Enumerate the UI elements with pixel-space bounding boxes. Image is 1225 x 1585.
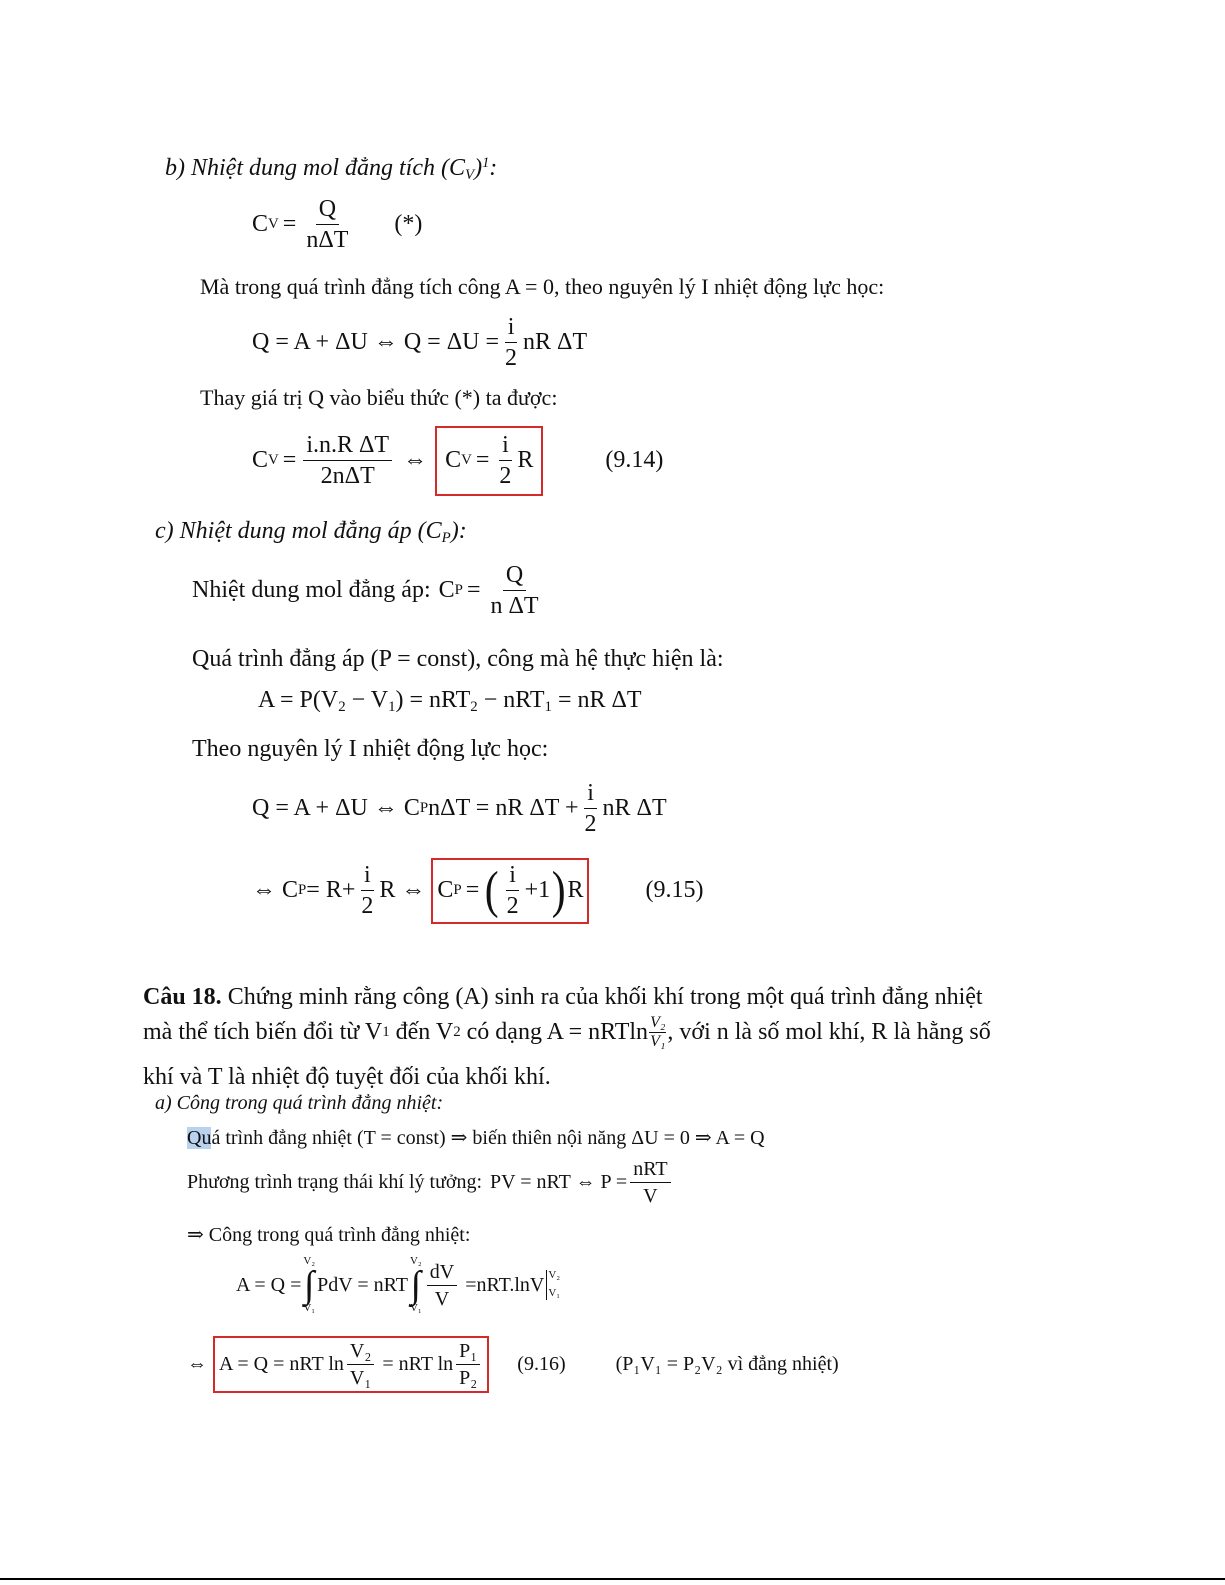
eq-lhs-sub: V (268, 216, 279, 233)
fraction (502, 314, 520, 372)
equation-ideal-gas (187, 1158, 674, 1207)
eq-lhs-sub: V (268, 452, 279, 469)
denominator: P₂ (459, 1367, 478, 1389)
boxed-result-work (213, 1336, 489, 1393)
lower-limit: V₁ (303, 1302, 316, 1315)
boxed-result-cp (431, 858, 589, 924)
box-lhs-sub: P (453, 882, 462, 899)
numerator: i (505, 314, 518, 343)
numerator: i (584, 780, 597, 809)
equation-9-16 (187, 1336, 839, 1393)
box-lhs: C (445, 447, 462, 474)
heading-sup: 1 (482, 155, 490, 172)
eq-right: nR ΔT (523, 329, 588, 356)
eq-part: =nRT.lnV (460, 1273, 545, 1296)
fraction (582, 780, 600, 838)
line-text: Phương trình trạng thái khí lý tưởng: (187, 1171, 483, 1193)
fraction (303, 196, 351, 254)
question-line-2 (143, 1014, 991, 1050)
denominator: V₁ (650, 1032, 666, 1050)
eq-part: A = P(V (258, 687, 339, 713)
denominator: 2 (584, 811, 597, 838)
numerator: i (506, 862, 519, 891)
box-part: = nRT ln (377, 1353, 454, 1375)
denominator: 2 (505, 345, 518, 372)
eq-lhs-sub: P (454, 582, 463, 599)
equation-work-isobaric (258, 687, 642, 716)
section-c-heading (155, 518, 467, 547)
question-text: mà thể tích biến đổi từ V (143, 1018, 383, 1045)
question-sub: 2 (453, 1023, 461, 1040)
eq-part: PV = nRT ⇔ P = (490, 1171, 628, 1193)
fraction (504, 862, 522, 920)
box-r: R (567, 877, 584, 904)
numerator: P₁ (456, 1340, 480, 1365)
heading-tail: ): (450, 518, 467, 544)
numerator: i.n.R ΔT (303, 432, 392, 461)
question-line-1 (143, 984, 983, 1011)
fraction (487, 562, 541, 620)
iff-symbol: ⇔ (403, 447, 428, 474)
eq-part: R ⇔ (379, 877, 426, 904)
upper-limit: V₂ (548, 1269, 561, 1282)
eq-lhs: C (252, 211, 269, 238)
question-text: Chứng minh rằng công (A) sinh ra của khối khí trong một quá trình đẳng nhiệt (221, 984, 983, 1010)
plus-one: +1 (524, 877, 551, 904)
eq-part: ) = nRT (395, 687, 471, 713)
numerator: i (499, 432, 512, 461)
equation-tag: (9.16) (517, 1353, 566, 1375)
denominator: V₁ (349, 1367, 372, 1389)
eq-sub: 2 (470, 699, 478, 716)
fraction (630, 1158, 670, 1207)
numerator: Q (503, 562, 526, 591)
page-bottom-border (0, 1578, 1225, 1580)
eq-part: A = Q = (236, 1273, 302, 1296)
numerator: nRT (630, 1158, 670, 1183)
fraction (496, 432, 514, 490)
denominator: n ΔT (490, 593, 539, 620)
equation-9-15 (252, 858, 703, 924)
upper-limit: V₂ (409, 1255, 422, 1267)
eq-lhs: C (252, 447, 269, 474)
equation-cp-definition (192, 562, 545, 620)
paragraph-isobaric-work: Quá trình đẳng áp (P = const), công mà hệ thực hiện là: (192, 646, 724, 672)
heading-tail: : (489, 155, 498, 181)
paragraph-work-isothermal: ⇒ Công trong quá trình đẳng nhiệt: (187, 1224, 471, 1246)
equation-tag: (9.15) (645, 877, 704, 904)
equation-q-isobaric (252, 780, 667, 838)
fraction (303, 432, 392, 490)
paragraph-isochoric-work: Mà trong quá trình đẳng tích công A = 0, theo nguyên lý I nhiệt động lực học: (200, 274, 885, 299)
iff-symbol: ⇔ (187, 1353, 207, 1375)
equation-cv-definition (252, 196, 422, 254)
equation-integral (236, 1256, 560, 1314)
lower-limit: V₁ (409, 1302, 422, 1315)
eq-sub: 1 (544, 699, 552, 716)
eq-part: PdV = nRT (317, 1273, 408, 1296)
denominator: nΔT (306, 227, 349, 254)
box-equals: = (465, 877, 480, 904)
question-text: , với n là số mol khí, R là hằng số (667, 1018, 991, 1045)
paragraph-substitute: Thay giá trị Q vào biểu thức (*) ta được: (200, 385, 558, 410)
eq-sub: P (298, 882, 307, 899)
highlighted-text: Qu (187, 1127, 212, 1149)
eq-sub: 2 (338, 699, 346, 716)
eq-sub: P (419, 800, 429, 817)
box-equals: = (475, 447, 490, 474)
box-r: R (517, 447, 534, 474)
eq-lhs: C (438, 577, 455, 604)
equation-note: (P₁V₁ = P₂V₂ vì đẳng nhiệt) (615, 1353, 839, 1375)
numerator: V₂ (347, 1340, 374, 1365)
numerator: V₂ (650, 1014, 666, 1031)
lower-limit: V₁ (548, 1287, 561, 1300)
eq-part: nΔT = nR ΔT + (428, 795, 579, 822)
eq-equals: = (282, 447, 297, 474)
denominator: V (434, 1287, 450, 1310)
question-text: có dạng A = nRTln (460, 1018, 649, 1045)
evaluation-bar (544, 1267, 560, 1302)
heading-text: b) Nhiệt dung mol đẳng tích (C (165, 155, 465, 181)
eq-part: − nRT (477, 687, 545, 713)
section-b-heading: b) Nhiệt dung mol đẳng tích $(C_V)^1$: (165, 155, 498, 184)
integral-2 (410, 1256, 422, 1314)
box-lhs-sub: V (461, 452, 472, 469)
integral-1 (303, 1256, 315, 1314)
eq-equals: = (466, 577, 481, 604)
question-text: đến V (389, 1018, 454, 1045)
right-paren: ) (551, 861, 566, 919)
integral-sign: ∫ (304, 1264, 315, 1306)
integral-sign: ∫ (410, 1264, 422, 1306)
question-label: Câu 18. (143, 984, 222, 1010)
fraction (358, 862, 376, 920)
denominator: V (643, 1185, 658, 1207)
fraction (427, 1261, 457, 1310)
eq-part: Q = A + ΔU ⇔ C (252, 795, 420, 822)
fraction (347, 1340, 374, 1389)
denominator: 2 (506, 893, 519, 920)
equation-tag: (9.14) (605, 447, 664, 474)
box-lhs: C (437, 877, 454, 904)
question-sub: 1 (382, 1023, 390, 1040)
paragraph-isothermal (187, 1125, 765, 1150)
equation-9-14 (252, 426, 663, 496)
eq-part: = R+ (306, 877, 356, 904)
equation-q-isochoric (252, 314, 587, 372)
denominator: 2 (499, 463, 512, 490)
left-paren: ( (484, 861, 499, 919)
box-part: A = Q = nRT ln (219, 1353, 344, 1375)
eq-part: = nR ΔT (551, 687, 642, 713)
eq-equals: = (282, 211, 297, 238)
heading-text: c) Nhiệt dung mol đẳng áp (C (155, 518, 442, 544)
numerator: dV (427, 1261, 457, 1286)
eq-left: Q = A + ΔU ⇔ Q = ΔU = (252, 329, 500, 356)
line-text: á trình đẳng nhiệt (T = const) ⇒ biến thiên nội năng ΔU = 0 ⇒ A = Q (211, 1127, 765, 1149)
numerator: i (361, 862, 374, 891)
eval-limits (548, 1267, 560, 1302)
denominator: 2nΔT (320, 463, 375, 490)
numerator: Q (316, 196, 339, 225)
eq-part: nR ΔT (602, 795, 667, 822)
fraction (456, 1340, 480, 1389)
question-line-3: khí và T là nhiệt độ tuyệt đối của khối khí. (143, 1064, 551, 1090)
bar-line (546, 1270, 547, 1300)
heading-sub: P (441, 530, 451, 547)
paragraph-first-law: Theo nguyên lý I nhiệt động lực học: (192, 736, 549, 762)
upper-limit: V₂ (303, 1255, 316, 1267)
equation-tag: (*) (394, 211, 423, 238)
eq-part: − V (345, 687, 389, 713)
boxed-result-cv (435, 426, 543, 496)
line-text: Nhiệt dung mol đẳng áp: (192, 577, 431, 604)
eq-sub: 1 (388, 699, 396, 716)
eq-part: ⇔ C (252, 877, 299, 904)
fraction-v2-v1 (649, 1014, 666, 1050)
heading-sub: V (464, 167, 475, 184)
section-a-heading: a) Công trong quá trình đẳng nhiệt: (155, 1092, 444, 1114)
denominator: 2 (361, 893, 374, 920)
